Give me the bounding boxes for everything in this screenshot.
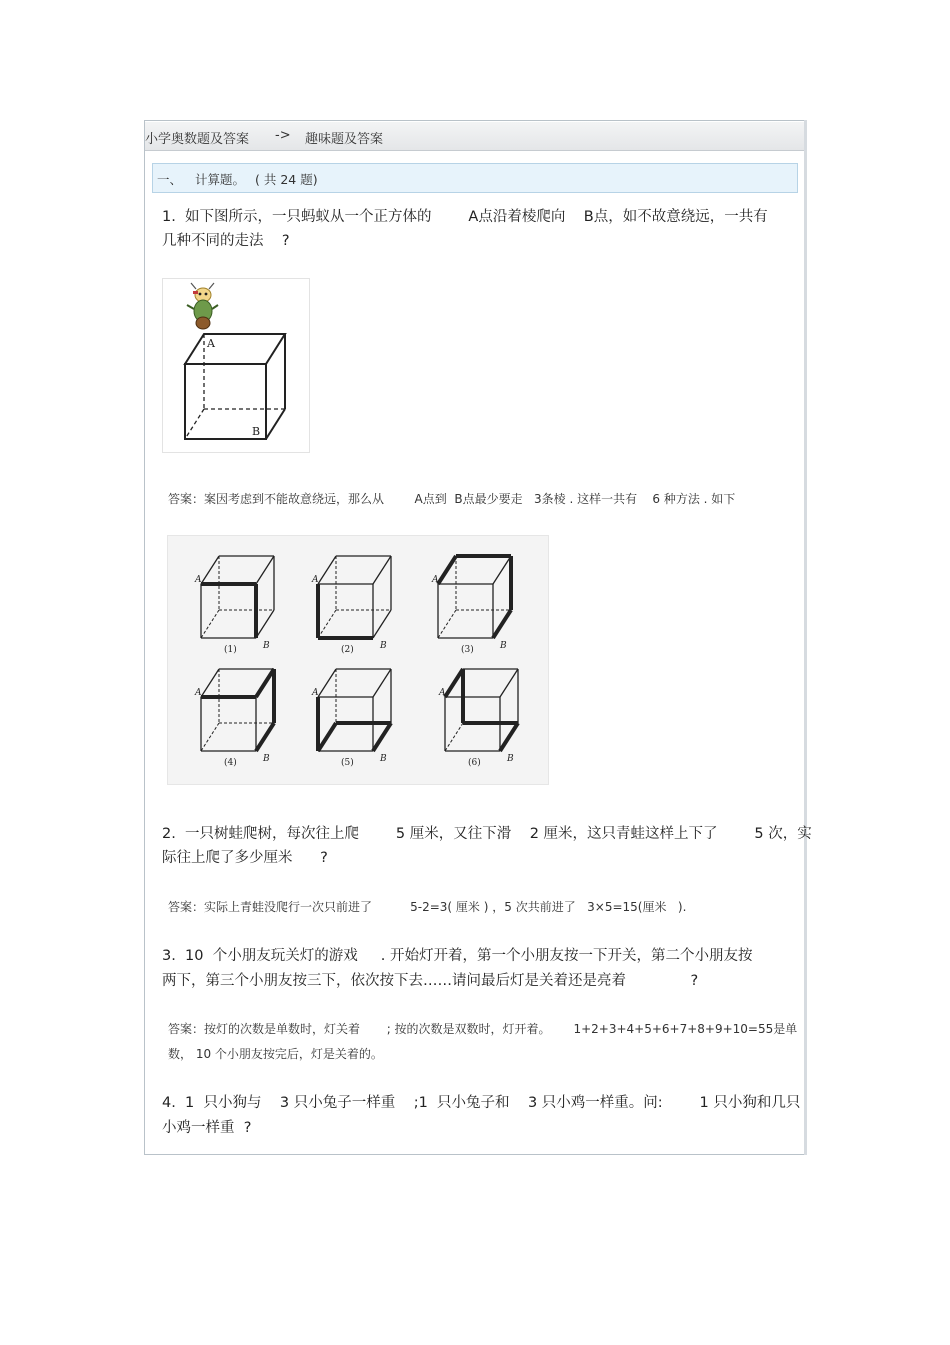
cube-edge: [373, 556, 391, 584]
breadcrumb-current: 趣味题及答案: [305, 132, 384, 147]
point-b-label: B: [263, 754, 270, 764]
point-a-label: A: [312, 688, 319, 698]
question-2-line-2: 际往上爬了多少厘米 ?: [162, 850, 328, 866]
path-edge: [256, 723, 274, 751]
question-1-line-1: 1. 如下图所示，一只蚂蚁从一个正方体的 A点沿着棱爬向 B点，如不故意绕远，一共有: [162, 209, 768, 225]
path-edge: [500, 723, 518, 751]
answer-2-line-1: 答案：实际上青蛙没爬行一次只前进了 5-2=3( 厘米 ) ，5 次共前进了 3×5=15(厘米 ).: [168, 900, 687, 914]
answer-3-line-2: 数， 10 个小朋友按完后，灯是关着的。: [168, 1047, 383, 1061]
section-header: [152, 163, 798, 193]
cube-edge: [373, 669, 391, 697]
six-paths-figure: [167, 535, 549, 785]
question-3-line-1: 3. 10 个小朋友玩关灯的游戏 . 开始灯开着，第一个小朋友按一下开关，第二个小朋友按: [162, 948, 753, 964]
point-b-label: B: [380, 641, 387, 651]
panel-label: (5): [341, 758, 354, 768]
point-b-label: B: [252, 425, 261, 438]
breadcrumb-parent-link[interactable]: 小学奥数题及答案: [145, 132, 250, 147]
point-a-label: A: [195, 688, 202, 698]
cube-edge: [256, 556, 274, 584]
path-edge: [493, 610, 511, 638]
ant-cube-figure: [162, 278, 310, 453]
cube-edge: [493, 556, 511, 584]
cube-edge: [201, 556, 219, 584]
point-a-label: A: [439, 688, 446, 698]
cube-edge: [373, 610, 391, 638]
breadcrumb: [145, 122, 804, 151]
panel-label: (2): [341, 645, 354, 655]
section-title: 计算题。: [195, 172, 246, 187]
path-edge: [318, 723, 336, 751]
path-edge: [438, 556, 456, 584]
cube-edge: [318, 669, 336, 697]
point-b-label: B: [380, 754, 387, 764]
hidden-edge: [318, 610, 336, 638]
point-b-label: B: [507, 754, 514, 764]
path-edge: [445, 669, 463, 697]
cube-diagram: [185, 334, 285, 439]
cube-edge: [256, 610, 274, 638]
point-b-label: B: [263, 641, 270, 651]
question-3-line-2: 两下，第三个小朋友按三下，依次按下去……请问最后灯是关着还是亮着 ?: [162, 973, 699, 989]
question-4-line-2: 小鸡一样重 ?: [162, 1120, 252, 1136]
panel-label: (1): [224, 645, 237, 655]
point-a-label: A: [207, 337, 215, 350]
point-b-label: B: [500, 641, 507, 651]
hidden-edge: [438, 610, 456, 638]
panel-label: (4): [224, 758, 237, 768]
breadcrumb-arrow: ->: [275, 128, 291, 143]
point-a-label: A: [432, 575, 439, 585]
hidden-edge: [201, 723, 219, 751]
hidden-edge: [201, 610, 219, 638]
question-4-line-1: 4. 1 只小狗与 3 只小兔子一样重 ;1 只小兔子和 3 只小鸡一样重。问: 1 只小狗和几只: [162, 1095, 801, 1111]
section-count: ( 共 24 题): [255, 172, 318, 187]
path-edge: [373, 723, 391, 751]
point-a-label: A: [195, 575, 202, 585]
answer-1-line-1: 答案：案因考虑到不能故意绕远，那么从 A点到 B点最少要走 3条棱 . 这样一共有 6 种方法 . 如下: [168, 492, 736, 506]
point-a-label: A: [312, 575, 319, 585]
question-1-line-2: 几种不同的走法 ?: [162, 233, 290, 249]
section-number: 一、: [157, 172, 183, 187]
hidden-edge: [445, 723, 463, 751]
ant-character-illustration: [187, 283, 218, 329]
cube-edge: [201, 669, 219, 697]
panel-label: (6): [468, 758, 481, 768]
answer-3-line-1: 答案：按灯的次数是单数时，灯关着 ; 按的次数是双数时，灯开着。 1+2+3+4+5+6+7+8+9+10=55是单: [168, 1022, 798, 1036]
path-edge: [256, 669, 274, 697]
cube-edge: [500, 669, 518, 697]
frame-right-edge: [804, 120, 807, 1155]
question-2-line-1: 2. 一只树蛙爬树，每次往上爬 5 厘米，又往下滑 2 厘米，这只青蛙这样上下了 5 次，实: [162, 826, 812, 842]
cube-edge: [318, 556, 336, 584]
panel-label: (3): [461, 645, 474, 655]
